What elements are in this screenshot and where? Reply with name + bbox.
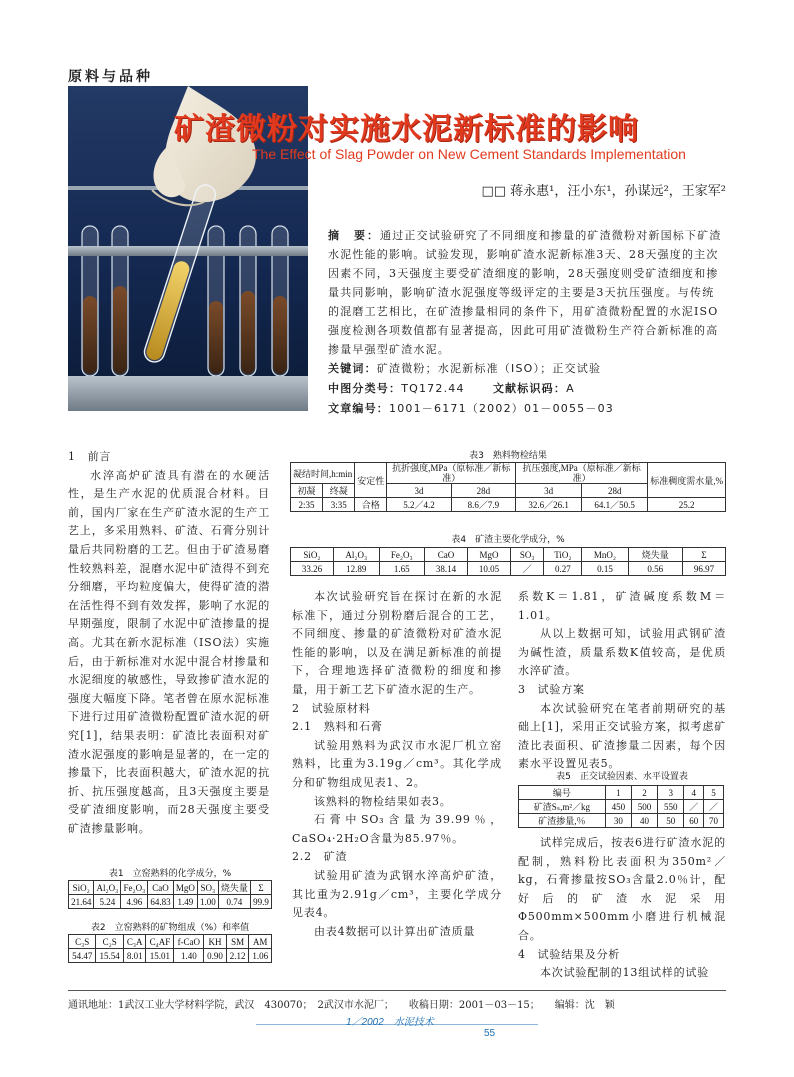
table-cell: 70 xyxy=(704,814,724,828)
paragraph: 本次试验研究在笔者前期研究的基础上[1]，采用正交试验方案，拟考虑矿渣比表面积、矿渣掺量二因素，每个因素水平设置见表5。 xyxy=(518,701,726,771)
paragraph: 本次试验配制的13组试样的试验 xyxy=(540,966,709,980)
table-cell: 2 xyxy=(631,786,657,800)
table1 xyxy=(68,880,272,909)
table4 xyxy=(290,547,726,576)
heading-clinker-gypsum: 2.1 熟料和石膏 xyxy=(292,720,383,734)
table-cell: 15.54 xyxy=(96,949,123,963)
table-cell: SiO₂ xyxy=(291,548,334,562)
table-cell: Al₂O₃ xyxy=(333,548,379,562)
table-cell: 3d xyxy=(516,484,582,498)
table-cell: 烧失量 xyxy=(628,548,682,562)
table-cell: SM xyxy=(226,935,249,949)
table-cell: KH xyxy=(204,935,227,949)
table2-caption: 表2 立窑熟料的矿物组成（%）和率值 xyxy=(90,923,250,933)
table-cell: 25.2 xyxy=(648,498,726,512)
table-cell: Σ xyxy=(251,881,272,895)
table-cell: AM xyxy=(249,935,272,949)
doc-code-label: 文献标识码： xyxy=(492,382,567,395)
table-cell: 8.01 xyxy=(123,949,146,963)
paragraph: 从以上数据可知，试验用武钢矿渣为碱性渣，质量系数K值较高，是优质水淬矿渣。 xyxy=(518,627,726,678)
paragraph: 该熟料的物检结果如表3。 xyxy=(314,794,452,808)
table-cell: 10.05 xyxy=(468,562,511,576)
table-cell: 2:35 xyxy=(291,498,323,512)
table-cell: Al₂O₃ xyxy=(94,881,121,895)
abstract-text xyxy=(328,226,724,359)
table-cell: 1.40 xyxy=(174,949,204,963)
table4-header-row xyxy=(291,548,726,562)
table-cell: 500 xyxy=(631,800,657,814)
table4-caption: 表4 矿渣主要化学成分，% xyxy=(451,535,565,545)
article-number-line xyxy=(328,399,724,419)
table-cell: MnO₂ xyxy=(582,548,628,562)
table-cell: Σ xyxy=(682,548,725,562)
table-cell: 0.90 xyxy=(204,949,227,963)
table-cell: 0.15 xyxy=(582,562,628,576)
table-cell: 1.65 xyxy=(379,562,425,576)
keywords-label: 关键词： xyxy=(328,362,377,375)
table-cell: f-CaO xyxy=(174,935,204,949)
table3 xyxy=(290,462,726,512)
table-cell: ／ xyxy=(704,800,724,814)
table3-row xyxy=(291,498,726,512)
table-cell: 5.24 xyxy=(94,895,121,909)
paragraph: 石膏中SO₃含量为39.99％，CaSO₄·2H₂O含量为85.97％。 xyxy=(292,813,502,845)
table-cell: C₂S xyxy=(96,935,123,949)
table-cell: 5.2／4.2 xyxy=(387,498,451,512)
table4-row xyxy=(291,562,726,576)
table-cell: 3:35 xyxy=(323,498,355,512)
table-cell: 5 xyxy=(704,786,724,800)
table1-caption: 表1 立窑熟料的化学成分，% xyxy=(108,869,232,879)
table-cell: TiO₂ xyxy=(544,548,582,562)
table-cell: 60 xyxy=(684,814,704,828)
table-cell: ／ xyxy=(684,800,704,814)
table2 xyxy=(68,934,272,963)
heading-preface: 1 前言 xyxy=(68,450,112,463)
table-cell: 编号 xyxy=(519,786,606,800)
table-cell: 凝结时间,h:min xyxy=(291,463,355,484)
table-cell: ／ xyxy=(510,562,543,576)
authors: □□ 蒋永惠¹，汪小东¹，孙谋远²，王家军² xyxy=(481,184,726,199)
journal-name: 1／2002 水泥技术 xyxy=(346,1017,434,1028)
table5-header-row xyxy=(519,786,724,800)
table-cell: 32.6／26.1 xyxy=(516,498,582,512)
table-cell: 1.06 xyxy=(249,949,272,963)
table-cell: C₃A xyxy=(123,935,146,949)
heading-results: 4 试验结果及分析 xyxy=(518,947,621,961)
table-cell: 1 xyxy=(605,786,631,800)
table-cell: 初凝 xyxy=(291,484,323,498)
paragraph: 试验用熟料为武汉市水泥厂机立窑熟料，比重为3.19g／cm³。其化学成分和矿物组成见表1、2。 xyxy=(292,738,502,789)
article-title: 矿渣微粉对实施水泥新标准的影响 xyxy=(174,112,639,147)
table-cell: 450 xyxy=(605,800,631,814)
table-cell: CaO xyxy=(425,548,468,562)
table-cell: 矿渣掺量,％ xyxy=(519,814,606,828)
table-cell: 99.9 xyxy=(251,895,272,909)
table3-caption: 表3 熟料物检结果 xyxy=(469,451,547,461)
table-cell: 矿渣Sₛ,m²／kg xyxy=(519,800,606,814)
table-cell: MgO xyxy=(173,881,197,895)
table-cell: 28d xyxy=(582,484,648,498)
table-cell: 64.1／50.5 xyxy=(582,498,648,512)
table-cell: 64.83 xyxy=(148,895,173,909)
article-title-english: The Effect of Slag Powder on New Cement Standards Implementation xyxy=(252,146,686,162)
heading-slag: 2.2 矿渣 xyxy=(292,850,348,864)
table-cell: 标准稠度需水量,% xyxy=(648,463,726,498)
paragraph: 试样完成后，按表6进行矿渣水泥的配制，熟料粉比表面积为350m²／kg，石膏掺量按SO₃含量2.0％计，配好后的矿渣水泥采用Φ500mm×500mm小磨进行机械混合。 xyxy=(518,836,726,942)
page-number: 55 xyxy=(484,1028,496,1039)
article-number-label: 文章编号： xyxy=(328,402,389,415)
table-cell: 2.12 xyxy=(226,949,249,963)
table-cell: 烧失量 xyxy=(218,881,250,895)
table-cell: C₄AF xyxy=(146,935,174,949)
table-cell: 3 xyxy=(658,786,684,800)
table5-caption: 表5 正交试验因素、水平设置表 xyxy=(556,772,688,782)
doc-code-value: A xyxy=(566,382,575,395)
table-cell: 安定性 xyxy=(355,463,387,498)
abstract-block xyxy=(328,226,724,419)
table-cell: 54.47 xyxy=(69,949,96,963)
column-1 xyxy=(68,448,270,838)
table-cell: 抗折强度,MPa（原标准／新标准） xyxy=(387,463,516,484)
table-cell: SO₃ xyxy=(510,548,543,562)
table-cell: 3d xyxy=(387,484,451,498)
table-cell: CaO xyxy=(148,881,173,895)
column-2 xyxy=(292,588,502,941)
column-3 xyxy=(518,588,726,774)
footer-note: 通讯地址：1武汉工业大学材料学院，武汉 430070； 2武汉市水泥厂； 收稿日期：2001－03－15； 编辑：沈 颖 xyxy=(68,1000,615,1011)
table-cell: 抗压强度,MPa（原标准／新标准） xyxy=(516,463,648,484)
heading-test-plan: 3 试验方案 xyxy=(518,682,585,696)
table-cell: 50 xyxy=(658,814,684,828)
table-cell: 28d xyxy=(451,484,515,498)
keywords: 矿渣微粉；水泥新标准（ISO）；正交试验 xyxy=(376,362,602,375)
table2-header-row xyxy=(69,935,272,949)
table-cell: 21.64 xyxy=(69,895,94,909)
table5-row xyxy=(519,800,724,814)
table5 xyxy=(518,785,724,828)
paragraph: 系数K＝1.81，矿渣碱度系数M＝1.01。 xyxy=(518,590,726,622)
column-3-lower xyxy=(518,834,726,983)
clc-label: 中图分类号： xyxy=(328,382,402,395)
table-cell: 0.74 xyxy=(218,895,250,909)
table-cell: Fe₂O₃ xyxy=(379,548,425,562)
table-cell: 550 xyxy=(658,800,684,814)
table-cell: 8.6／7.9 xyxy=(451,498,515,512)
table5-row xyxy=(519,814,724,828)
footer-divider xyxy=(68,990,726,991)
abstract-body: 通过正交试验研究了不同细度和掺量的矿渣微粉对新国标下矿渣水泥性能的影响。试验发现，影响矿渣水泥新标准3天、28天强度的主次因素不同，3天强度主要受矿渣细度的影响，28天强度则受矿渣细度和掺量共同影响，影响矿渣水泥强度等级评定的主要是3天抗压强度。与传统的混磨工艺相比，在矿渣掺量相同的条件下，用矿渣微粉配置的水泥ISO强度检测各项数值都有显著提高，因此可用矿渣微粉生产符合新标准的高掺量早强型矿渣水泥。 xyxy=(328,229,722,356)
table-cell: 33.26 xyxy=(291,562,334,576)
paragraph: 试验用矿渣为武钢水淬高炉矿渣，其比重为2.91g／cm³，主要化学成分见表4。 xyxy=(292,868,502,920)
table1-header-row xyxy=(69,881,272,895)
table-cell: SiO₂ xyxy=(69,881,94,895)
table-cell: 4.96 xyxy=(121,895,148,909)
table1-row xyxy=(69,895,272,909)
table-cell: 0.27 xyxy=(544,562,582,576)
article-number-value: 1001－6171（2002）01－0055－03 xyxy=(389,402,614,415)
table-cell: 1.00 xyxy=(197,895,218,909)
table-cell: 4 xyxy=(684,786,704,800)
classification-line xyxy=(328,379,724,399)
keywords-line xyxy=(328,359,724,379)
table-cell: 12.89 xyxy=(333,562,379,576)
table-cell: Fe₂O₃ xyxy=(121,881,148,895)
table-cell: SO₃ xyxy=(197,881,218,895)
paragraph: 本次试验研究旨在探讨在新的水泥标准下，通过分别粉磨后混合的工艺，不同细度、掺量的矿渣微粉对矿渣水泥性能的影响，以及在满足新标准的前提下，合理地选择矿渣微粉的细度和掺量，用于新工艺下矿渣水泥的生产。 xyxy=(292,590,502,696)
clc-value: TQ172.44 xyxy=(401,382,465,395)
heading-materials: 2 试验原材料 xyxy=(292,701,371,715)
abstract-label: 摘 要： xyxy=(328,229,380,242)
table-cell: 38.14 xyxy=(425,562,468,576)
table-cell: 15.01 xyxy=(146,949,174,963)
table-cell: 30 xyxy=(605,814,631,828)
table-cell: 1.49 xyxy=(173,895,197,909)
table-cell: 合格 xyxy=(355,498,387,512)
section-tag: 原料与品种 xyxy=(68,69,153,85)
paragraph: 由表4数据可以计算出矿渣质量 xyxy=(314,924,476,938)
table-cell: C₃S xyxy=(69,935,96,949)
table-cell: 终凝 xyxy=(323,484,355,498)
table-cell: 96.97 xyxy=(682,562,725,576)
table3-header-row xyxy=(291,463,726,484)
table-cell: MgO xyxy=(468,548,511,562)
preface-paragraph: 水淬高炉矿渣具有潜在的水硬活性，是生产水泥的优质混合材料。目前，国内厂家在生产矿渣水泥的生产工艺上，多采用熟料、矿渣、石膏分别计量后共同粉磨的工艺。但由于矿渣易磨性较熟料差，混磨水泥中矿渣得不到充分细磨，平均粒度偏大，使得矿渣的潜在活性得不到有效发挥，影响了水泥的早期强度，限制了水泥中矿渣掺量的提高。尤其在新水泥标准（ISO法）实施后，由于新标准对水泥中混合材掺量和水泥细度的敏感性，导致掺矿渣水泥的强度大幅度下降。笔者曾在原水泥标准下进行过用矿渣微粉配置矿渣水泥的研究[1]，结果表明：矿渣比表面积对矿渣水泥强度的影响是显著的，在一定的掺量下，比表面积越大，矿渣水泥的抗折、抗压强度越高，且3天强度主要是受矿渣细度影响，而28天强度主要受矿渣掺量影响。 xyxy=(68,468,270,835)
table2-row xyxy=(69,949,272,963)
table-cell: 0.56 xyxy=(628,562,682,576)
table-cell: 40 xyxy=(631,814,657,828)
